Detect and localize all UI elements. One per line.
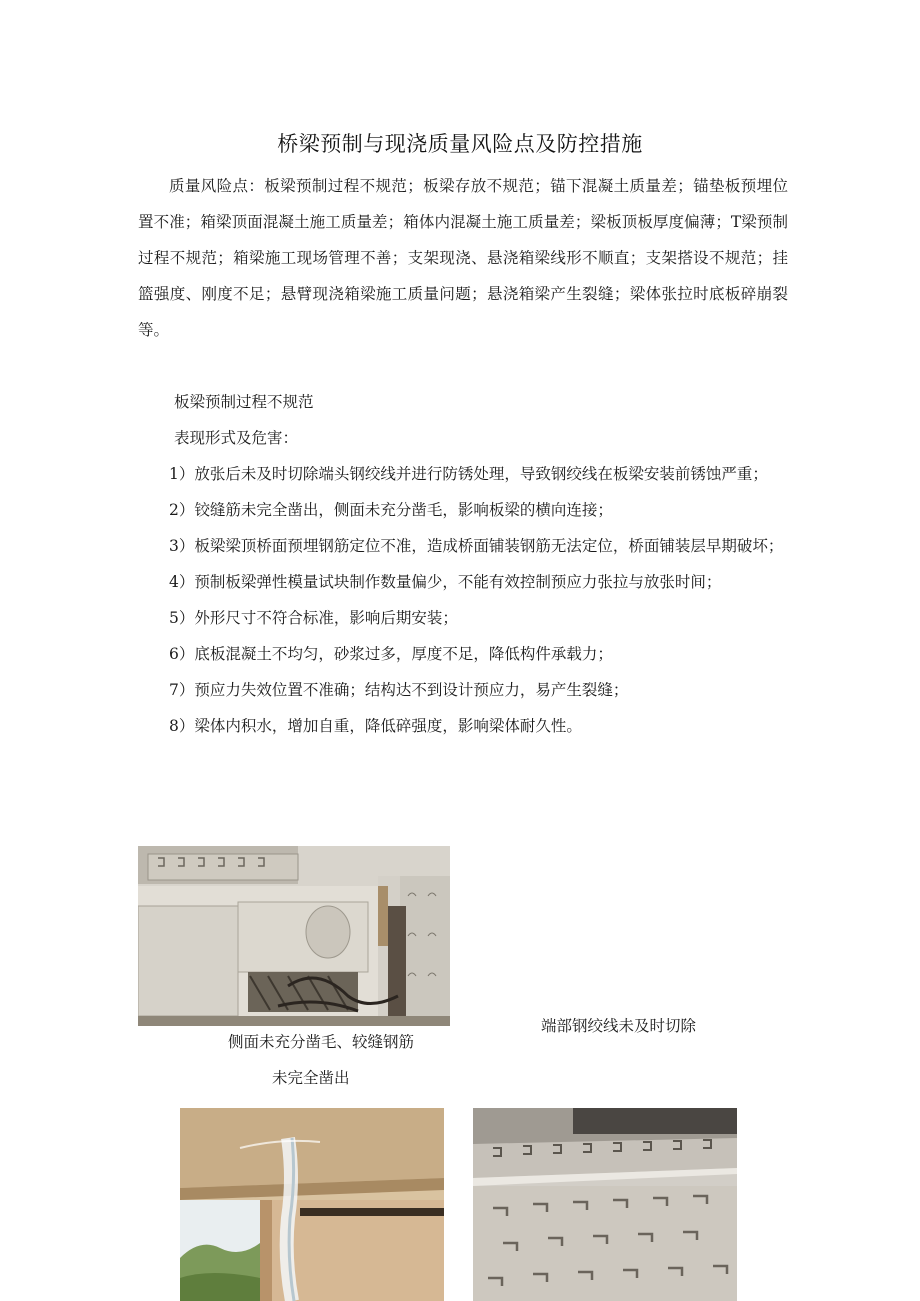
caption-left-line1: 侧面未充分凿毛、较缝钢筋	[228, 1033, 415, 1051]
list-item: 7）预应力失效位置不准确；结构达不到设计预应力，易产生裂缝；	[169, 681, 629, 699]
list-item: 1）放张后未及时切除端头钢绞线并进行防锈处理，导致钢绞线在板梁安装前锈蚀严重；	[169, 465, 768, 483]
list-item: 4）预制板梁弹性模量试块制作数量偏少，不能有效控制预应力张拉与放张时间；	[169, 573, 722, 591]
risk-list	[138, 456, 788, 744]
caption-right: 端部钢绞线未及时切除	[541, 1017, 697, 1035]
photo-water-leak	[180, 1108, 444, 1301]
photo-slab-beams	[138, 846, 450, 1026]
section-heading: 板梁预制过程不规范	[174, 393, 314, 411]
list-item: 6）底板混凝土不均匀，砂浆过多，厚度不足，降低构件承载力；	[169, 645, 613, 663]
list-item: 2）铰缝筋未完全凿出，侧面未充分凿毛，影响板梁的横向连接；	[169, 501, 613, 519]
list-item: 3）板梁梁顶桥面预埋钢筋定位不准，造成桥面铺装钢筋无法定位，桥面铺装层早期破坏；	[169, 537, 784, 555]
caption-left-line2: 未完全凿出	[272, 1069, 350, 1087]
photo-rebar-loops	[473, 1108, 737, 1301]
list-item: 8）梁体内积水，增加自重，降低碎强度，影响梁体耐久性。	[169, 717, 582, 735]
intro-paragraph: 质量风险点：板梁预制过程不规范；板梁存放不规范；锚下混凝土质量差；锚垫板预埋位置不准；箱梁顶面混凝土施工质量差；箱体内混凝土施工质量差；梁板顶板厚度偏薄；T梁预制过程不规范；箱梁施工现场管理不善；支架现浇、悬浇箱梁线形不顺直；支架搭设不规范；挂篮强度、刚度不足；悬臂现浇箱梁施工质量问题；悬浇箱梁产生裂缝；梁体张拉时底板碎崩裂等。	[138, 177, 788, 339]
page-title: 桥梁预制与现浇质量风险点及防控措施	[277, 132, 643, 156]
list-item: 5）外形尺寸不符合标准，影响后期安装；	[169, 609, 458, 627]
sub-heading: 表现形式及危害：	[174, 429, 299, 447]
